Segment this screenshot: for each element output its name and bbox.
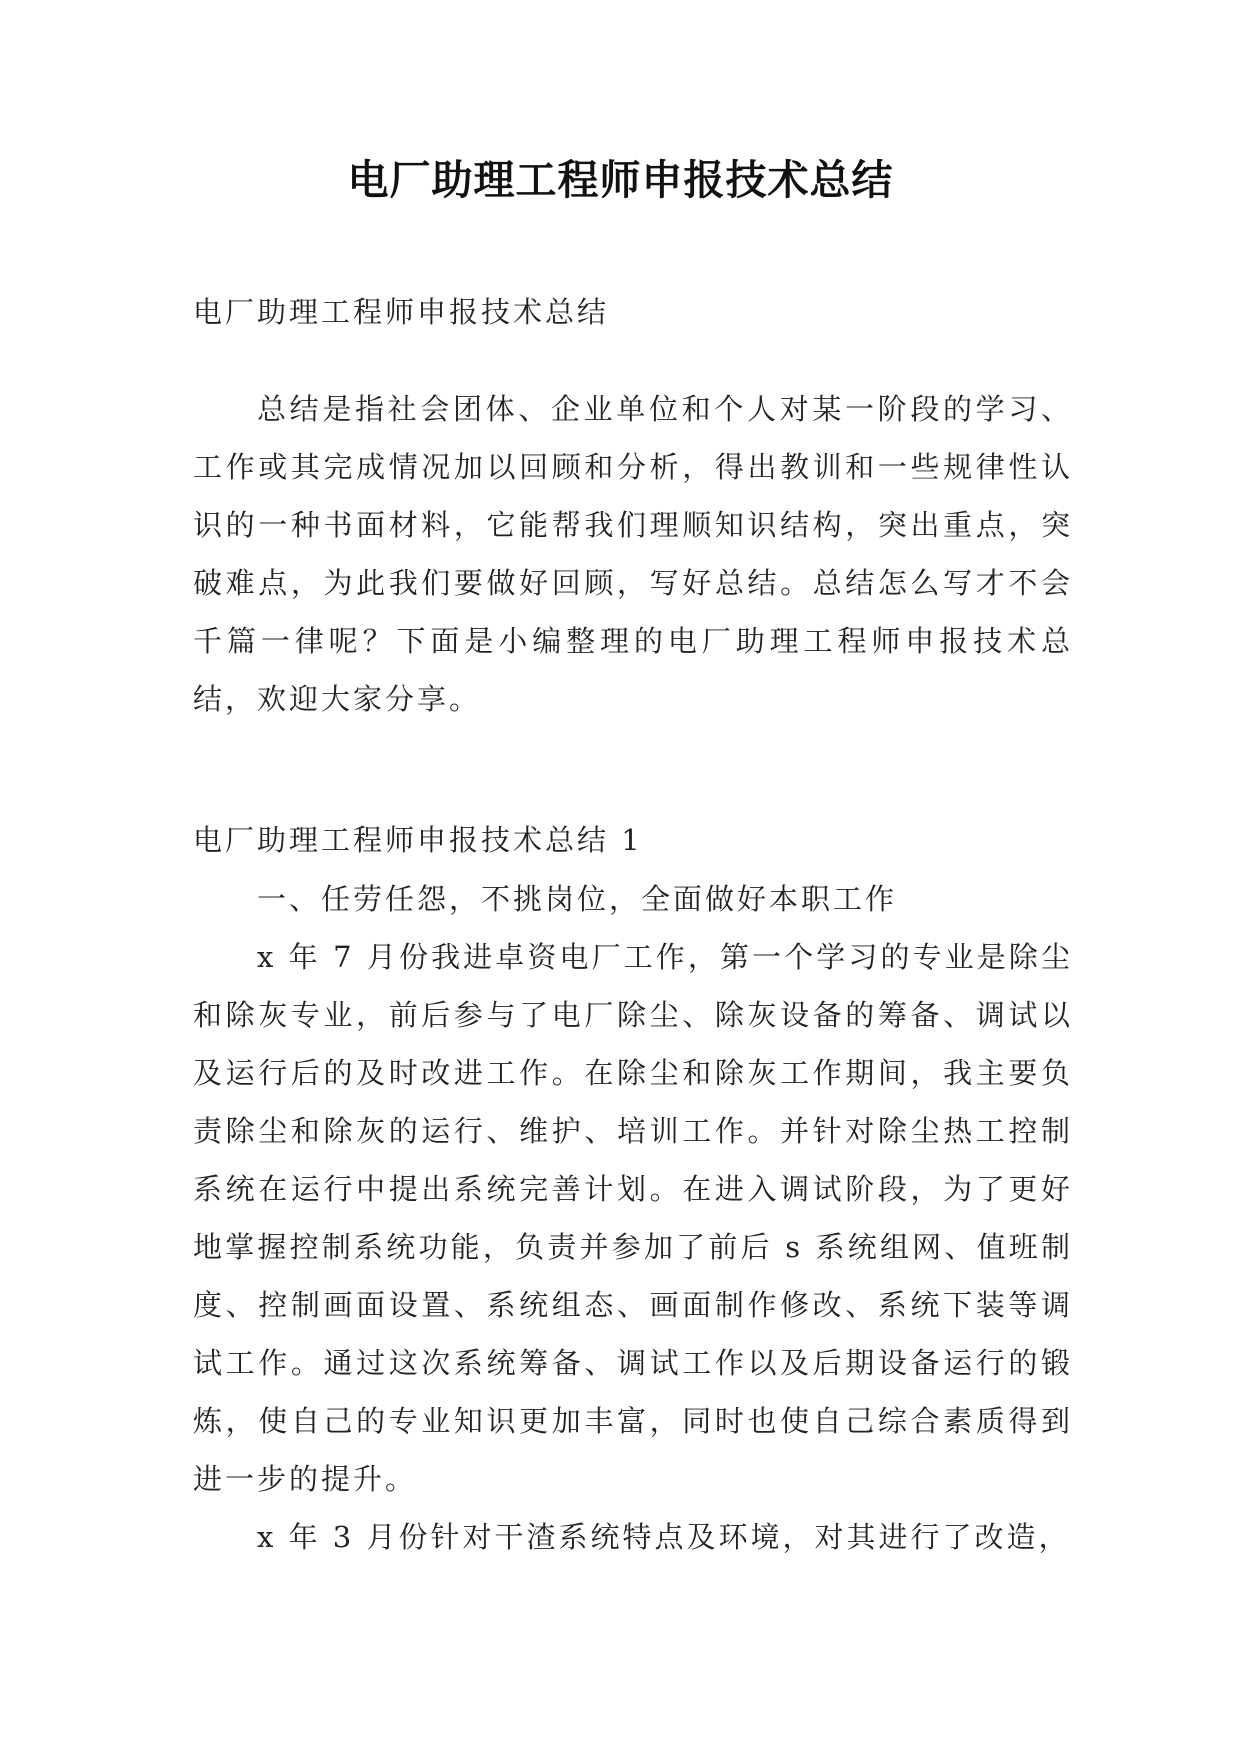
document-subtitle: 电厂助理工程师申报技术总结 — [193, 295, 610, 329]
body-paragraph: x 年 7 月份我进卓资电厂工作，第一个学习的专业是除尘和除灰专业，前后参与了电厂除尘、除灰设备的筹备、调试以及运行后的及时改进工作。在除尘和除灰工作期间，我主要负责除尘和除灰的运行、维护、培训工作。并针对除尘热工控制系统在运行中提出系统完善计划。在进入调试阶段，为了更好地掌握控制系统功能，负责并参加了前后 s 系统组网、值班制度、控制画面设置、系统组态、画面制作修改、系统下装等调试工作。通过这次系统筹备、调试工作以及后期设备运行的锻炼，使自己的专业知识更加丰富，同时也使自己综合素质得到进一步的提升。 — [193, 940, 1073, 1496]
body-paragraph: x 年 3 月份针对干渣系统特点及环境，对其进行了改造， — [257, 1520, 1071, 1554]
section-heading: 电厂助理工程师申报技术总结 1 — [193, 823, 643, 857]
intro-paragraph: 总结是指社会团体、企业单位和个人对某一阶段的学习、工作或其完成情况加以回顾和分析，得出教训和一些规律性认识的一种书面材料，它能帮我们理顺知识结构，突出重点，突破难点，为此我们要做好回顾，写好总结。总结怎么写才不会千篇一律呢？下面是小编整理的电厂助理工程师申报技术总结，欢迎大家分享。 — [193, 392, 1073, 716]
body-paragraph-heading: 一、任劳任怨，不挑岗位，全面做好本职工作 — [257, 882, 898, 916]
document-title: 电厂助理工程师申报技术总结 — [347, 156, 894, 204]
